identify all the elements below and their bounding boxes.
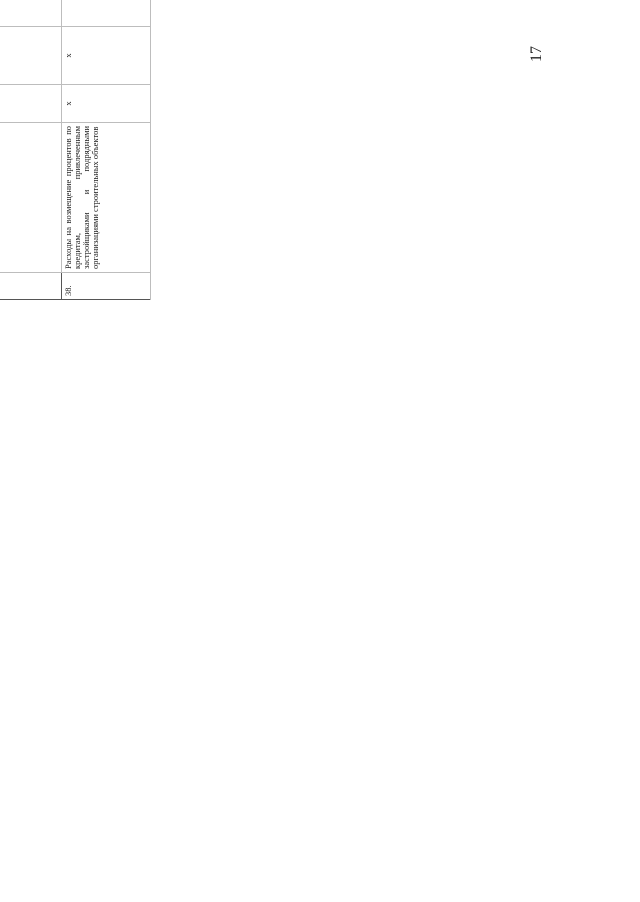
row-col5 [0,0,62,27]
row-title: Расходы на возмещение процентов по кредитам, привлеченным застройщиками и подрядными организациями строительных объектов [62,123,151,273]
row-col3 [0,85,62,123]
row-number: 38. [62,273,151,300]
rotated-table-sheet [0,0,161,300]
table-body [0,0,151,300]
row-col3: х [62,85,151,123]
row-title [0,123,62,273]
row-number [0,273,62,300]
table-row [62,0,151,300]
page-number: 17 [528,46,545,62]
budget-table [0,0,151,300]
table-row [0,0,62,300]
row-col5 [62,0,151,27]
row-col4: х [62,27,151,85]
row-col4 [0,27,62,85]
